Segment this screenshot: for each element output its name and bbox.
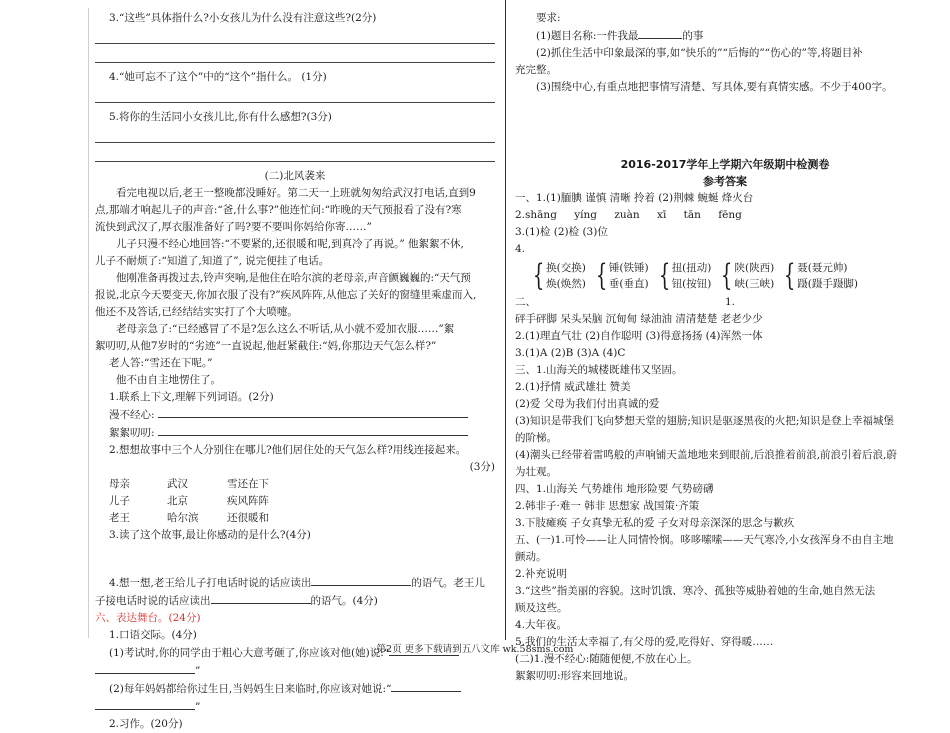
brace-icon: { [721, 258, 733, 293]
question-3: 3.“这些”具体指什么?小女孩儿为什么没有注意这些?(2分) [109, 12, 377, 24]
brace-item: 垂(垂直) [608, 278, 649, 290]
quote-mark: ” [195, 701, 201, 713]
fill-blank[interactable] [158, 424, 468, 436]
paragraph-line: 老母亲急了:“已经感冒了不是?怎么这么不听话,从小就不爱加衣服……”絮 [116, 323, 455, 335]
question-text: (2)每年妈妈都给你过生日,当妈妈生日来临时,你应该对她说:“ [109, 683, 392, 695]
brace-group [655, 260, 712, 292]
brace-item: 峡(三峡) [734, 278, 775, 290]
vocab-label: 絮絮叨叨: [109, 427, 155, 439]
answer-line: 3.“这些”指美丽的容貌。这时饥饿、寒冷、孤独等威胁着她的生命,她自然无法 [515, 585, 876, 597]
item-number: 1. [724, 296, 735, 308]
match-cell[interactable]: 武汉 [167, 478, 188, 490]
match-table [95, 476, 495, 527]
match-cell[interactable]: 疾风阵阵 [227, 495, 269, 507]
requirement-item: (3)围绕中心,有重点地把事情写清楚、写具体,要有真情实感。不少于400字。 [536, 81, 893, 93]
oral-item-cont [95, 662, 495, 680]
paragraph-line: 他还不及答话,已经结结实实打了个大喷嚏。 [95, 306, 298, 318]
answer-line [95, 90, 495, 103]
answer-line [95, 130, 495, 143]
answer-line: (4)潮头已经带着雷鸣般的声响铺天盖地地来到眼前,后浪推着前浪,前浪引着后浪,蔚 [515, 449, 897, 461]
match-cell[interactable]: 老王 [109, 512, 130, 524]
match-cell[interactable]: 母亲 [109, 478, 130, 490]
question-text: 子接电话时说的话应读出 [95, 595, 211, 607]
vocab-label: 漫不经心: [109, 409, 155, 421]
spacer [515, 96, 935, 156]
answer-line: 3.(1)A (2)B (3)A (4)C [515, 347, 626, 359]
brace-item: 陕(陕西) [734, 262, 775, 274]
requirement-item: 充完整。 [515, 64, 557, 76]
brace-pair [609, 260, 649, 292]
brace-group [780, 260, 858, 292]
answer-line: 2.(1)理直气壮 (2)自作聪明 (3)得意扬扬 (4)浑然一体 [515, 330, 763, 342]
answer-line: 2.(1)抒情 威武雄壮 赞美 [515, 381, 631, 393]
requirements-label: 要求: [536, 12, 561, 24]
column-divider [505, 0, 506, 640]
paragraph-line: 看完电视以后,老王一整晚都没睡好。第二天一上班就匆匆给武汉打电话,直到9 [116, 187, 476, 199]
match-cell[interactable]: 还很暖和 [227, 512, 269, 524]
question-4-cont [95, 592, 495, 610]
page-footer: 第2页 更多下载请到五八文库 wk.58sms.com [376, 644, 574, 655]
fill-blank[interactable] [211, 592, 311, 604]
brace-pair [797, 260, 858, 292]
fill-blank[interactable] [95, 662, 195, 674]
brace-group [592, 260, 649, 292]
answer-line: 五、(一)1.可怜——让人同情怜悯。哆哆嗦嗦——天气寒冷,小女孩浑身不由自主地 [515, 534, 894, 546]
answer-title: 参考答案 [703, 175, 747, 188]
answer-line: 颤动。 [515, 551, 547, 563]
question-text: 的语气。(4分) [310, 595, 378, 607]
answer-line: 砰手砰脚 呆头呆脑 沉甸甸 绿油油 清清楚楚 老老少少 [515, 313, 763, 325]
paragraph-line: 他刚准备再拨过去,铃声突响,是他住在哈尔滨的老母亲,声音颤巍巍的:“天气预 [116, 272, 471, 284]
right-column [515, 10, 935, 685]
brace-group [717, 260, 774, 292]
essay-question: 2.习作。(20分) [109, 718, 183, 730]
question-4: 4.“她可忘不了这个”中的“这个”指什么。 (1分) [109, 71, 327, 83]
brace-pair [734, 260, 774, 292]
question-3: 3.读了这个故事,最让你感动的是什么?(4分) [109, 529, 311, 541]
paragraph-line: 絮叨叨,从他7岁时的“劣迹”一直说起,他赶紧截住:“妈,你那边天气怎么样?” [95, 340, 437, 352]
answer-line: 一、1.(1)腼腆 谨慎 清晰 拎着 (2)荆棘 蜿蜒 烽火台 [515, 192, 754, 204]
brace-item: 钮(按钮) [671, 278, 712, 290]
left-column [95, 10, 495, 733]
answer-line: 2.补充说明 [515, 568, 568, 580]
quote-mark: ” [195, 665, 201, 677]
section-label: 二、 [515, 296, 536, 308]
requirement-item: (2)抓住生活中印象最深的事,如“快乐的”“后悔的”“伤心的”等,将题目补 [536, 47, 863, 59]
answer-line: 的阶梯。 [515, 432, 557, 444]
answer-line: 2.shāng yíng zuàn xī tān fēng [515, 209, 742, 221]
brace-item: 焕(焕然) [546, 278, 586, 290]
vocab-item [95, 406, 495, 424]
oral-item-cont [95, 698, 495, 716]
question-text: 4.想一想,老王给儿子打电话时说的话应读出 [109, 577, 312, 589]
brace-item: 锤(铁锤) [608, 262, 649, 274]
answer-line: 4.大年夜。 [515, 619, 568, 631]
brace-item: 蹑(蹑手蹑脚) [797, 278, 858, 290]
section-title: (二)北风袭来 [264, 170, 326, 182]
answer-line: 三、1.山海关的城楼既雄伟又坚固。 [515, 364, 683, 376]
brace-icon: { [658, 258, 670, 293]
fill-blank[interactable] [158, 406, 468, 418]
answer-line: 顾及这些。 [515, 602, 568, 614]
paragraph-line: 流快到武汉了,厚衣服准备好了吗?要不要叫你妈给你寄……” [95, 221, 372, 233]
requirement-text: (1)题目名称:一件我最 [536, 30, 639, 42]
answer-line: 絮絮叨叨:形容来回地说。 [515, 670, 635, 682]
answer-line [515, 294, 735, 311]
question-4 [95, 574, 495, 592]
answer-line [95, 149, 495, 162]
score: (3分) [469, 461, 495, 473]
answer-line: (3)知识是带我们飞向梦想天堂的翅膀;知识是驱逐黑夜的火把;知识是登上幸福城堡 [515, 415, 894, 427]
oral-question: 1.口语交际。(4分) [109, 629, 197, 641]
paragraph-line: 点,那端才响起儿子的声音:“爸,什么事?”他连忙问:“昨晚的天气预报看了没有?寒 [95, 204, 462, 216]
match-cell[interactable]: 雪还在下 [227, 478, 269, 490]
paragraph-line: 儿子不耐烦了:“知道了,知道了”, 说完便挂了电话。 [95, 255, 330, 267]
paragraph-line: 老人答:“雪还在下呢。” [109, 357, 213, 369]
vocab-item [95, 424, 495, 442]
brace-item: 扭(扭动) [671, 262, 712, 274]
question-text: (1)考试时,你的同学由于粗心大意考砸了,你应该对他(她)说:“ [109, 647, 390, 659]
question-1: 1.联系上下文,理解下列词语。(2分) [109, 391, 274, 403]
paragraph-line: 儿子只漫不经心地回答:“不要紧的,还很暖和呢,到真冷了再说。” 他絮絮不休, [116, 238, 464, 250]
answer-line: (二)1.漫不经心:随随便便,不放在心上。 [515, 653, 698, 665]
requirement-item [515, 27, 935, 45]
exam-title: 2016-2017学年上学期六年级期中检测卷 [620, 158, 830, 171]
requirement-text: 的事 [682, 30, 704, 42]
question-5: 5.将你的生活同小女孩儿比,你有什么感想?(3分) [109, 111, 332, 123]
brace-item: 聂(聂元帅) [797, 262, 848, 274]
brace-pair [672, 260, 712, 292]
answer-line: (2)爱 父母为我们付出真诚的爱 [515, 398, 660, 410]
match-cell[interactable]: 儿子 [109, 495, 130, 507]
answer-line: 3.(1)检 (2)检 (3)位 [515, 226, 608, 238]
answer-line: 为壮观。 [515, 466, 557, 478]
brace-answers [515, 260, 935, 292]
answer-line [95, 31, 495, 44]
brace-icon: { [784, 258, 796, 293]
brace-group [529, 260, 586, 292]
answer-line: 5.我们的生活太幸福了,有父母的爱,吃得好、穿得暖…… [515, 636, 774, 648]
answer-line: 4. [515, 243, 526, 255]
question-text: 的语气。老王儿 [411, 577, 485, 589]
answer-line [95, 50, 495, 63]
brace-item: 换(交换) [546, 262, 586, 274]
brace-pair [546, 260, 586, 292]
answer-line: 3.下肢瘫痪 子女真挚无私的爱 子女对母亲深深的思念与歉疚 [515, 517, 795, 529]
fill-blank[interactable] [95, 698, 195, 710]
answer-space [95, 544, 495, 574]
paragraph-line: 报说,北京今天要变天,你加衣服了没有?”疾风阵阵,从他忘了关好的窗缝里乘虚而入, [95, 289, 477, 301]
fill-blank[interactable] [638, 27, 682, 39]
question-2: 2.想想故事中三个人分别住在哪儿?他们居住处的天气怎么样?用线连接起来。 [109, 444, 467, 456]
fill-blank[interactable] [311, 574, 411, 586]
section-six-title: 六、表达舞台。(24分) [95, 612, 201, 624]
answer-line: 2.韩非子·难一 韩非 思想家 战国策·齐策 [515, 500, 700, 512]
match-cell[interactable]: 北京 [167, 495, 188, 507]
fill-blank[interactable] [391, 680, 461, 692]
answer-line: 四、1.山海关 气势雄伟 地形险要 气势磅礴 [515, 483, 714, 495]
brace-icon: { [532, 258, 545, 293]
paragraph-line: 他不由自主地愣住了。 [116, 374, 221, 386]
brace-icon: { [595, 258, 608, 293]
match-cell[interactable]: 哈尔滨 [167, 512, 199, 524]
oral-item [95, 680, 495, 698]
